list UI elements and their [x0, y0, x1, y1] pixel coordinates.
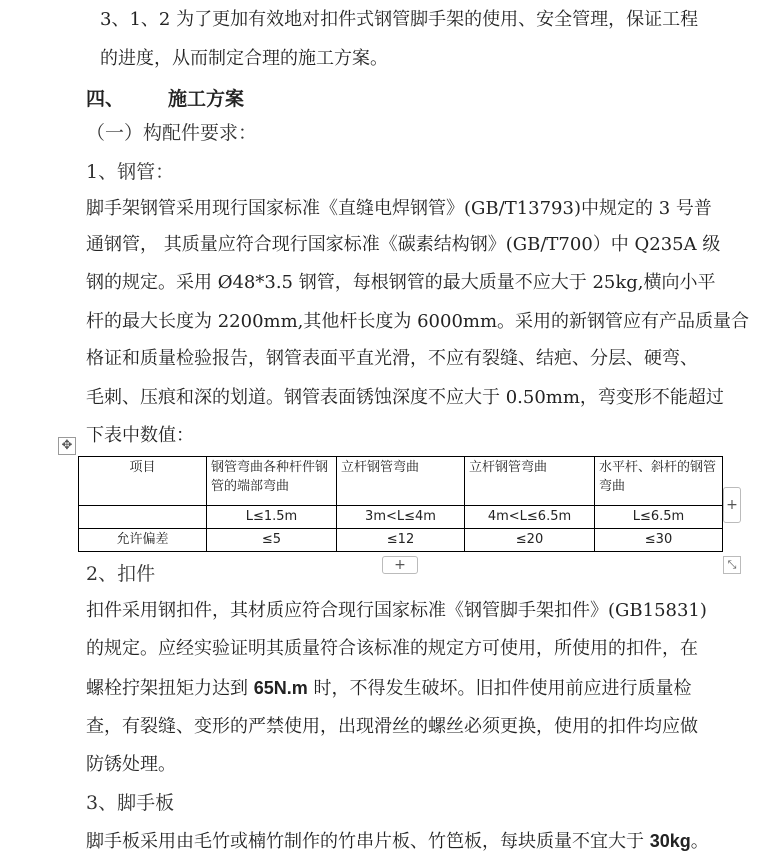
paragraph-line: 扣件采用钢扣件，其材质应符合现行国家标准《钢管脚手架扣件》(GB15831) [86, 600, 707, 621]
paragraph-line: 格证和质量检验报告，钢管表面平直光滑，不应有裂缝、结疤、分层、硬弯、 [86, 348, 698, 369]
subsection-heading: （一）构配件要求： [86, 122, 258, 144]
torque-value: 65N.m [253, 678, 308, 698]
item-heading-steel-pipe: 1、钢管： [86, 161, 175, 183]
paragraph-line: 毛刺、压痕和深的划道。钢管表面锈蚀深度不应大于 0.50mm，弯变形不能超过 [86, 387, 724, 408]
text-run: 脚手板采用由毛竹或楠竹制作的竹串片板、竹笆板，每块质量不宜大于 [86, 831, 650, 852]
table-cell[interactable]: ≤12 [337, 529, 465, 552]
tolerance-table [78, 456, 723, 552]
table-cell[interactable]: 钢管弯曲各种杆件钢管的端部弯曲 [207, 457, 337, 506]
paragraph-line: 脚手架钢管采用现行国家标准《直缝电焊钢管》(GB/T13793)中规定的 3 号普 [86, 198, 712, 219]
paragraph-line: 查，有裂缝、变形的严禁使用，出现滑丝的螺丝必须更换，使用的扣件均应做 [86, 716, 698, 737]
weight-value: 30kg [649, 831, 691, 851]
paragraph-line: 下表中数值： [86, 425, 194, 446]
table-cell[interactable]: 项目 [79, 457, 207, 506]
section-heading [86, 87, 244, 111]
table-cell[interactable]: ≤5 [207, 529, 337, 552]
table-row [79, 457, 723, 506]
paragraph-line: 杆的最大长度为 2200mm,其他杆长度为 6000mm。采用的新钢管应有产品质量合 [86, 311, 750, 332]
intro-line: 的进度，从而制定合理的施工方案。 [100, 48, 388, 69]
item-heading-fastener: 2、扣件 [86, 563, 156, 585]
table-cell[interactable]: 立杆钢管弯曲 [465, 457, 595, 506]
table-cell[interactable]: L≤6.5m [595, 506, 723, 529]
table-move-icon[interactable]: ✥ [58, 437, 76, 455]
table-cell[interactable]: 4m<L≤6.5m [465, 506, 595, 529]
table-cell[interactable]: L≤1.5m [207, 506, 337, 529]
table-cell[interactable]: 立杆钢管弯曲 [337, 457, 465, 506]
table-resize-icon[interactable]: ⤡ [723, 556, 741, 574]
item-heading-scaffold-board: 3、脚手板 [86, 792, 175, 814]
paragraph-line: 通钢管， 其质量应符合现行国家标准《碳素结构钢》(GB/T700）中 Q235A 级 [86, 234, 721, 255]
text-run: 。 [690, 831, 709, 852]
paragraph-line: 防锈处理。 [86, 754, 176, 775]
text-run: 时，不得发生破坏。旧扣件使用前应进行质量检 [307, 678, 692, 699]
text-run: 螺栓拧架扭矩力达到 [86, 678, 254, 699]
section-number: 四、 [86, 88, 125, 110]
paragraph-line: 钢的规定。采用 Ø48*3.5 钢管，每根钢管的最大质量不应大于 25kg,横向小平 [86, 272, 716, 293]
paragraph-line [86, 676, 692, 701]
table-cell[interactable] [79, 506, 207, 529]
table-row [79, 529, 723, 552]
table-cell[interactable]: 3m<L≤4m [337, 506, 465, 529]
intro-line: 3、1、2 为了更加有效地对扣件式钢管脚手架的使用、安全管理，保证工程 [100, 9, 699, 30]
paragraph-line: 的规定。应经实验证明其质量符合该标准的规定方可使用，所使用的扣件，在 [86, 638, 698, 659]
add-column-button[interactable]: + [723, 487, 741, 523]
table-cell[interactable]: 允许偏差 [79, 529, 207, 552]
table-cell[interactable]: ≤20 [465, 529, 595, 552]
add-row-button[interactable]: + [382, 556, 418, 574]
table-row [79, 506, 723, 529]
table-cell[interactable]: 水平杆、斜杆的钢管弯曲 [595, 457, 723, 506]
table-cell[interactable]: ≤30 [595, 529, 723, 552]
section-title: 施工方案 [168, 88, 245, 110]
paragraph-line [86, 829, 709, 854]
